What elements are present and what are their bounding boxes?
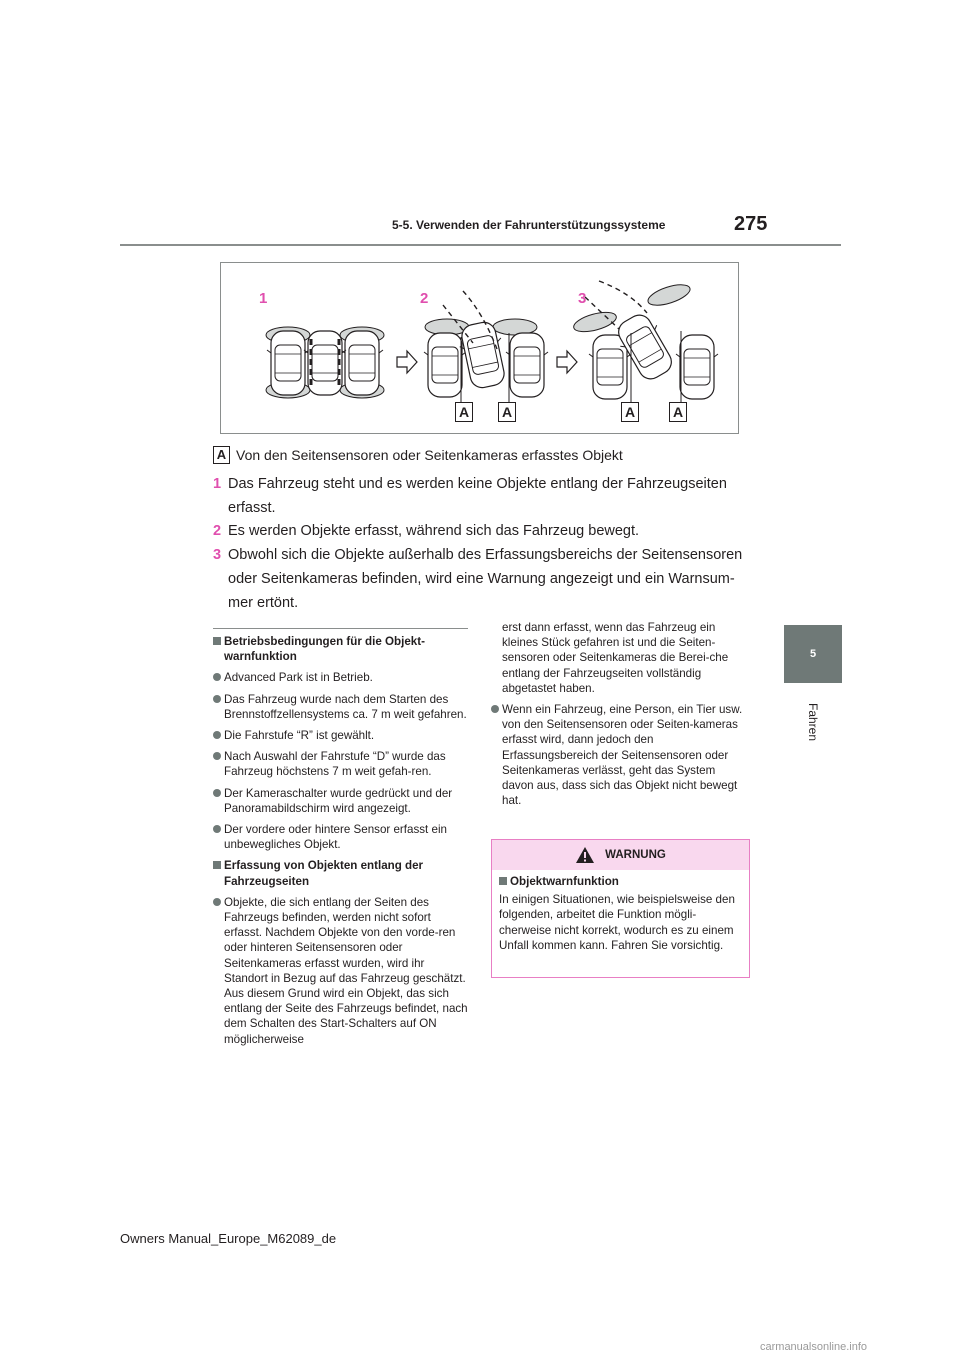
step-line: Es werden Objekte erfasst, während sich das Fahrzeug bewegt. bbox=[228, 523, 640, 539]
step-number: 2 bbox=[213, 523, 222, 539]
arrow-icon bbox=[557, 351, 577, 373]
bullet-item: Der Kameraschalter wurde gedrückt und der Panoramabildschirm wird angezeigt. bbox=[213, 786, 468, 816]
arrow-icon bbox=[397, 351, 417, 373]
header-divider bbox=[120, 244, 841, 246]
bullet-item: Wenn ein Fahrzeug, eine Person, ein Tier usw. von den Seitensensoren oder Seiten-kameras erfasst wird, dann jedoch den Erfassungsbereich der Seitensensoren oder Seitenkameras verlässt, geht das System davon aus, dass sich das Objekt nicht bewegt hat. bbox=[491, 702, 750, 808]
figure-legend bbox=[213, 444, 623, 465]
left-column bbox=[213, 634, 468, 1053]
warning-text: In einigen Situationen, wie beispielsweise den folgenden, arbeitet die Funktion mögli-cherweise nicht korrekt, wodurch es zu einem Unfall kommen kann. Fahren Sie vorsichtig. bbox=[499, 893, 735, 952]
legend-text: Von den Seitensensoren oder Seitenkameras erfasstes Objekt bbox=[236, 446, 623, 463]
step-item bbox=[213, 543, 753, 615]
object-marker: A bbox=[621, 402, 639, 422]
object-marker: A bbox=[455, 402, 473, 422]
chapter-label: Fahren bbox=[806, 702, 820, 742]
step-line: Obwohl sich die Objekte außerhalb des Erfassungsbereichs der Seitensensoren bbox=[228, 547, 743, 563]
right-column bbox=[491, 620, 750, 814]
section-title: 5-5. Verwenden der Fahrunterstützungssysteme bbox=[392, 218, 666, 232]
section-divider bbox=[213, 628, 468, 629]
section-heading: Betriebsbedingungen für die Objekt-warnfunktion bbox=[213, 634, 468, 664]
step-line: erfasst. bbox=[228, 500, 276, 516]
chapter-tab: 5 bbox=[784, 625, 842, 683]
step-label-2: 2 bbox=[420, 290, 429, 307]
scene-moving bbox=[424, 291, 548, 411]
legend-marker: A bbox=[213, 446, 230, 464]
step-item bbox=[213, 519, 753, 543]
footer-doc-id: Owners Manual_Europe_M62089_de bbox=[120, 1231, 337, 1246]
warning-heading: Objektwarnfunktion bbox=[499, 874, 742, 889]
step-number: 3 bbox=[213, 547, 222, 563]
warning-icon bbox=[575, 846, 595, 864]
section-heading: Erfassung von Objekten entlang der Fahrzeugseiten bbox=[213, 858, 468, 888]
continued-text: erst dann erfasst, wenn das Fahrzeug ein kleines Stück gefahren ist und die Seiten-sensoren oder Seitenkameras die Berei-che entlang der Fahrzeugseiten vollständig abgetastet haben. bbox=[502, 621, 729, 695]
bullet-item: Die Fahrstufe “R” ist gewählt. bbox=[213, 728, 468, 743]
step-line: Das Fahrzeug steht und es werden keine Objekte entlang der Fahrzeugseiten bbox=[228, 476, 727, 492]
step-line: mer ertönt. bbox=[228, 595, 299, 611]
step-label-1: 1 bbox=[259, 290, 268, 307]
step-number: 1 bbox=[213, 476, 222, 492]
bullet-item: Der vordere oder hintere Sensor erfasst ein unbewegliches Objekt. bbox=[213, 822, 468, 852]
bullet-item: Nach Auswahl der Fahrstufe “D” wurde das Fahrzeug höchstens 7 m weit gefah-ren. bbox=[213, 749, 468, 779]
bullet-item: Objekte, die sich entlang der Seiten des Fahrzeugs befinden, werden nicht sofort erfasst. Nachdem Objekte von den vorde-ren oder hinteren Seitensensoren oder Seitenkameras erfasst wurden, wird ihr Standort in Bezug auf das Fahrzeug geschätzt. Aus diesem Grund wird ein Objekt, das sich entlang der Seite des Fahrzeugs befindet, nach dem Schalten des Start-Schalters auf ON möglicherweise bbox=[213, 895, 468, 1047]
warning-header bbox=[492, 840, 749, 870]
page-number: 275 bbox=[734, 213, 768, 235]
object-marker: A bbox=[669, 402, 687, 422]
bullet-item: Das Fahrzeug wurde nach dem Starten des Brennstoffzellensystems ca. 7 m weit gefahren. bbox=[213, 692, 468, 722]
parking-illustration bbox=[220, 262, 739, 434]
step-label-3: 3 bbox=[578, 290, 587, 307]
step-line: oder Seitenkameras befinden, wird eine Warnung angezeigt und ein Warnsum- bbox=[228, 571, 735, 587]
warning-box bbox=[491, 839, 750, 978]
scene-warning bbox=[572, 281, 718, 411]
object-marker: A bbox=[498, 402, 516, 422]
illustration-svg bbox=[221, 263, 740, 435]
warning-body bbox=[492, 870, 749, 953]
watermark: carmanualsonline.info bbox=[760, 1341, 868, 1353]
step-item bbox=[213, 472, 753, 520]
warning-title: WARNUNG bbox=[605, 849, 666, 861]
scene-stationary bbox=[266, 327, 384, 398]
bullet-item: Advanced Park ist in Betrieb. bbox=[213, 670, 468, 685]
